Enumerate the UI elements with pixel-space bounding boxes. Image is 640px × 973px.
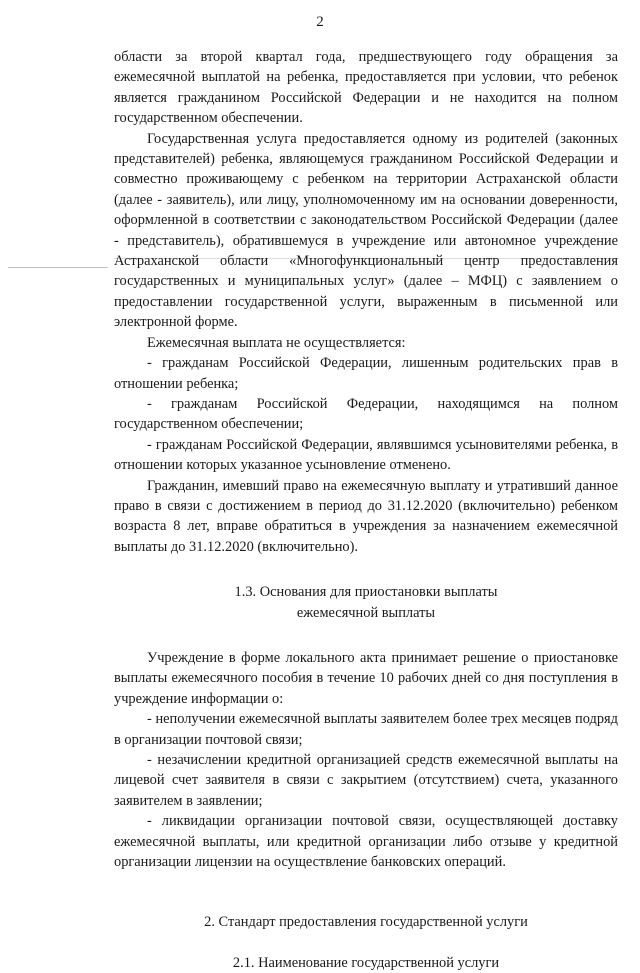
list-item: - незачислении кредитной организацией средств ежемесячной выплаты на лицевой счет заявителя в связи с закрытием (отсутствием) счета, указанного заявителем в заявлении; bbox=[114, 752, 618, 809]
paragraph-age-eight: Гражданин, имевший право на ежемесячную выплату и утративший данное право в связи с достижением в период до 31.12.2020 (включительно) ребенком возраста 8 лет, вправе обратиться в учреждения за назначением ежемесячной выплаты до 31.12.2020 (включительно). bbox=[114, 477, 618, 555]
section-heading-2-1: 2.1. Наименование государственной услуги bbox=[232, 954, 500, 971]
paragraph-service-recipients: Государственная услуга предоставляется одному из родителей (законных представителей) ребенка, являющемуся гражданином Российской Федерации и совместно проживающему с ребенком на территории Астраханской области (далее - заявитель), или лицу, уполномоченному им на основании доверенности, оформленной в соответствии с законодательством Российской Федерации (далее - представитель), обратившемуся в учреждение или автономное учреждение Астраханской области «Многофункциональный центр предоставления государственных и муниципальных услуг» (далее – МФЦ) с заявлением о предоставлении государственной услуги, выраженным в письменной или электронной форме. bbox=[114, 130, 618, 331]
list-item: - гражданам Российской Федерации, находящимся на полном государственном обеспечении; bbox=[114, 395, 618, 433]
section-heading-1-3-line1: 1.3. Основания для приостановки выплаты bbox=[234, 584, 498, 601]
list-item: - гражданам Российской Федерации, являвшимся усыновителями ребенка, в отношении которых указанное усыновление отменено. bbox=[114, 436, 618, 474]
section-heading-1-3-line2: ежемесячной выплаты bbox=[296, 604, 436, 621]
paragraph-not-paid-intro: Ежемесячная выплата не осуществляется: bbox=[147, 334, 406, 351]
list-item: - неполучении ежемесячной выплаты заявителем более трех месяцев подряд в организации почтовой связи; bbox=[114, 711, 618, 748]
scan-artifact-line bbox=[8, 267, 108, 268]
document-body bbox=[114, 47, 618, 973]
section-heading-2: 2. Стандарт предоставления государственной услуги bbox=[204, 914, 528, 931]
list-item: - ликвидации организации почтовой связи, осуществляющей доставку ежемесячной выплаты, или кредитной организации либо отзыве у кредитной организации лицензии на осуществление банковских операций. bbox=[114, 813, 618, 871]
section-heading-1-3 bbox=[114, 582, 618, 623]
page-number: 2 bbox=[316, 14, 324, 30]
list-item: - гражданам Российской Федерации, лишенным родительских прав в отношении ребенка; bbox=[114, 355, 618, 392]
paragraph-continuation: области за второй квартал года, предшествующего году обращения за ежемесячной выплатой на ребенка, предоставляется при условии, что ребенок является гражданином Российской Федерации и не находится на полном государственном обеспечении. bbox=[114, 49, 618, 127]
paragraph-suspension-decision: Учреждение в форме локального акта принимает решение о приостановке выплаты ежемесячного пособия в течение 10 рабочих дней со дня поступления в учреждение информации о: bbox=[114, 649, 618, 707]
